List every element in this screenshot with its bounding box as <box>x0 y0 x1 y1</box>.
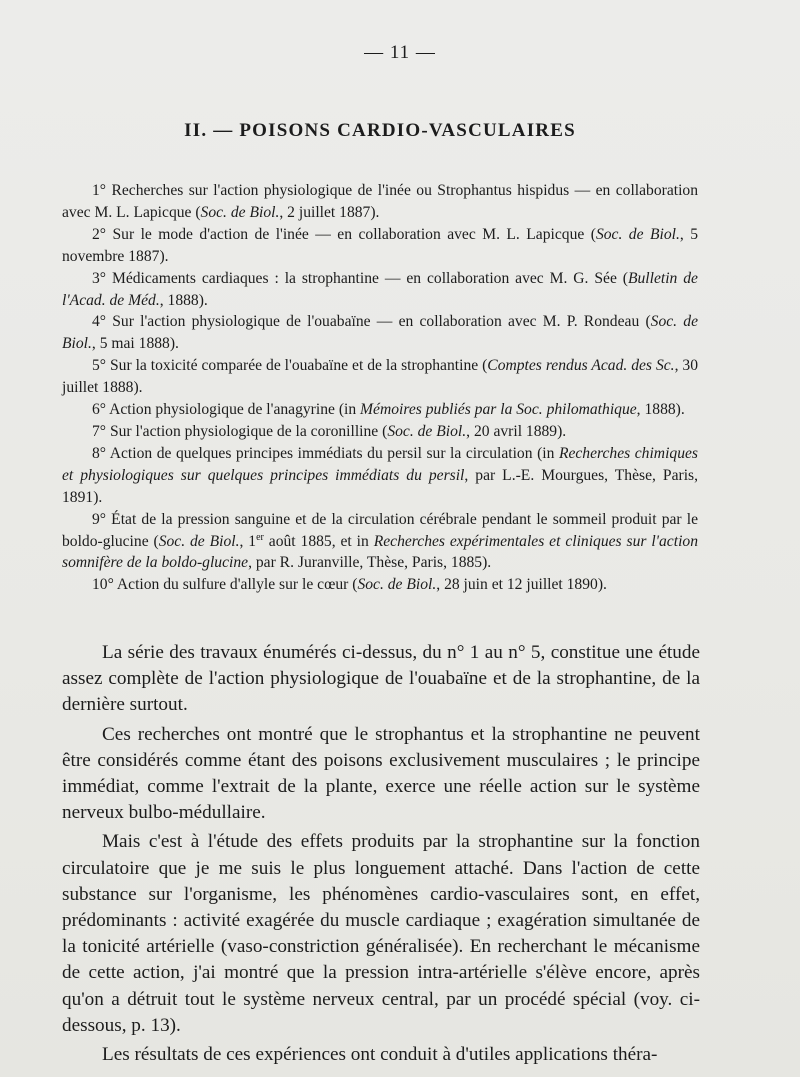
body-paragraph: Ces recherches ont montré que le strophantus et la strophantine ne peuvent être considérés comme étant des poisons exclusivement musculaires ; le principe immédiat, comme l'extrait de la plante, exerce une réelle action sur le système nerveux bulbo-médullaire. <box>62 723 700 824</box>
section-title: II. — POISONS CARDIO-VASCULAIRES <box>184 120 576 141</box>
body-paragraph: La série des travaux énumérés ci-dessus, du n° 1 au n° 5, constitue une étude assez complète de l'action physiologique de l'ouabaïne et de la strophantine, de la dernière surtout. <box>62 642 700 716</box>
reference-item: 8° Action de quelques principes immédiats du persil sur la circulation (in Recherches chimiques et physiologiques sur quelques principes immédiats du persil, par L.-E. Mourgues, Thèse, Paris, 1891). <box>62 444 698 506</box>
reference-number: 7° <box>92 422 107 440</box>
body-paragraph: Les résultats de ces expériences ont conduit à d'utiles applications théra- <box>102 1044 658 1066</box>
reference-source: Soc. de Biol. <box>62 313 699 353</box>
reference-item: 1° Recherches sur l'action physiologique de l'inée ou Strophantus hispidus — en collaboration avec M. L. Lapicque (Soc. de Biol., 2 juillet 1887). <box>62 182 698 221</box>
reference-source: Recherches chimiques et physiologiques sur quelques principes immédiats du persil <box>62 444 698 484</box>
reference-number: 1° <box>92 182 107 199</box>
reference-number: 8° <box>92 444 107 462</box>
reference-item: 3° Médicaments cardiaques : la strophantine — en collaboration avec M. G. Sée (Bulletin de l'Acad. de Méd., 1888). <box>62 269 698 309</box>
reference-source: Soc. de Biol. <box>158 532 240 550</box>
reference-source: Comptes rendus Acad. des Sc. <box>487 357 675 375</box>
reference-number: 2° <box>92 225 107 243</box>
reference-item: 7° Sur l'action physiologique de la coronilline (Soc. de Biol., 20 avril 1889). <box>92 422 567 440</box>
body-text <box>62 640 700 1071</box>
reference-source: Soc. de Biol. <box>357 576 437 594</box>
reference-item: 9° État de la pression sanguine et de la circulation cérébrale pendant le sommeil produit par le boldo-glucine (Soc. de Biol., 1er août 1885, et in Recherches expérimentales et cliniques sur l'action somnifère de la boldo-glucine, par R. Juranville, Thèse, Paris, 1885). <box>62 510 698 572</box>
reference-item: 5° Sur la toxicité comparée de l'ouabaïne et de la strophantine (Comptes rendus Acad. des Sc., 30 juillet 1888). <box>62 357 698 397</box>
reference-number: 3° <box>92 269 107 287</box>
reference-source: Recherches expérimentales et cliniques sur l'action somnifère de la boldo-glucine <box>62 532 698 572</box>
reference-source: Bulletin de l'Acad. de Méd. <box>62 269 698 309</box>
reference-source: Soc. de Biol. <box>387 422 467 440</box>
reference-item: 2° Sur le mode d'action de l'inée — en collaboration avec M. L. Lapicque (Soc. de Biol., 5 novembre 1887). <box>62 225 699 265</box>
reference-source: Mémoires publiés par la Soc. philomathique <box>360 401 637 419</box>
reference-item: 6° Action physiologique de l'anagyrine (in Mémoires publiés par la Soc. philomathique, 1888). <box>92 401 685 419</box>
reference-source: Soc. de Biol. <box>595 225 680 243</box>
reference-item: 4° Sur l'action physiologique de l'ouabaïne — en collaboration avec M. P. Rondeau (Soc. de Biol., 5 mai 1888). <box>62 313 699 353</box>
reference-source: Soc. de Biol. <box>200 203 280 221</box>
reference-number: 5° <box>92 357 107 375</box>
reference-number: 4° <box>92 313 107 331</box>
reference-number: 10° <box>92 576 114 594</box>
body-paragraph: Mais c'est à l'étude des effets produits par la strophantine sur la fonction circulatoire que je me suis le plus longuement attaché. Dans l'action de cette substance sur l'organisme, les phénomènes cardio-vasculaires sont, en effet, prédominants : activité exagérée du muscle cardiaque ; exagération simultanée de la tonicité artérielle (vaso-constriction généralisée). En recherchant le mécanisme de cette action, j'ai montré que la pression intra-artérielle s'élève encore, après qu'on a détruit tout le système nerveux central, par un procédé spécial (voy. ci-dessous, p. 13). <box>62 831 700 1036</box>
reference-item: 10° Action du sulfure d'allyle sur le cœur (Soc. de Biol., 28 juin et 12 juillet 1890). <box>92 576 607 594</box>
reference-number: 6° <box>92 401 107 419</box>
reference-number: 9° <box>92 510 107 528</box>
page-number: — 11 — <box>364 42 436 63</box>
reference-list <box>62 180 698 596</box>
